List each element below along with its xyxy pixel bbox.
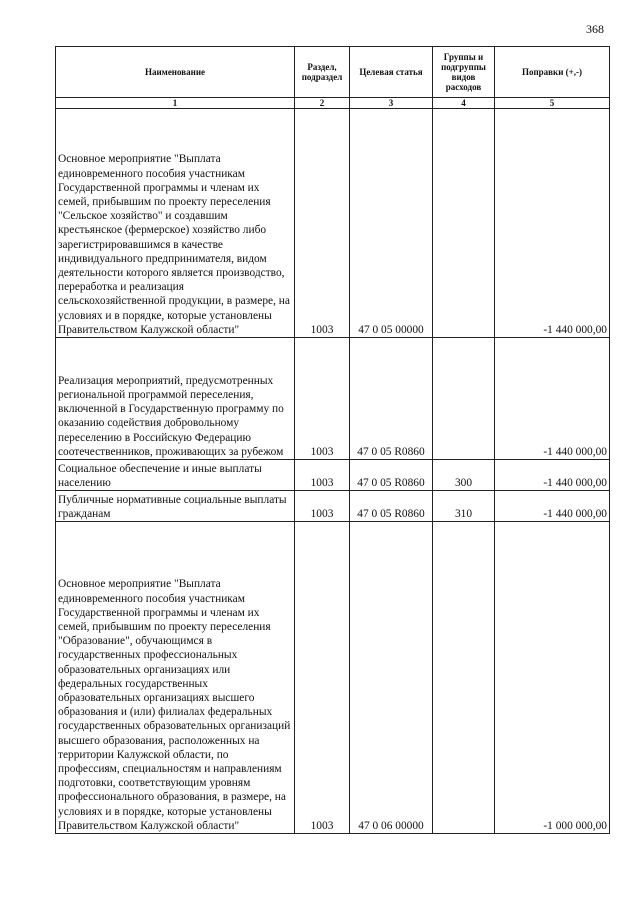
row-section: 1003 [295,460,350,491]
column-number: 3 [350,98,433,109]
row-name: Социальное обеспечение и иные выплаты населению [56,460,295,491]
header-target-article: Целевая статья [350,47,433,98]
row-target-article: 47 0 05 R0860 [350,460,433,491]
column-number-row [56,98,610,109]
row-section: 1003 [295,522,350,834]
row-section: 1003 [295,109,350,338]
row-name: Реализация мероприятий, предусмотренных региональной программой переселения, включенной в Государственную программу по оказанию содействия добровольному переселению в Российскую Федерацию соотечественников, проживающих за рубежом [56,338,295,460]
page-number: 368 [586,22,604,36]
header-amendments: Поправки (+,-) [495,47,610,98]
budget-amendments-table [55,46,610,834]
table-row [56,109,610,338]
table-row [56,338,610,460]
row-target-article: 47 0 05 R0860 [350,338,433,460]
row-expense-group: 310 [433,491,495,522]
row-amount: -1 440 000,00 [495,460,610,491]
column-number: 4 [433,98,495,109]
header-name: Наименование [56,47,295,98]
row-expense-group: 300 [433,460,495,491]
table-row [56,491,610,522]
row-target-article: 47 0 06 00000 [350,522,433,834]
column-number: 5 [495,98,610,109]
row-section: 1003 [295,338,350,460]
table-row [56,522,610,834]
column-number: 2 [295,98,350,109]
row-amount: -1 440 000,00 [495,109,610,338]
table-row [56,460,610,491]
row-amount: -1 440 000,00 [495,491,610,522]
header-expense-groups: Группы и подгруппы видов расходов [433,47,495,98]
header-section: Раздел, подраздел [295,47,350,98]
table-header-row [56,47,610,98]
row-expense-group [433,109,495,338]
row-target-article: 47 0 05 00000 [350,109,433,338]
row-name: Основное мероприятие "Выплата единовременного пособия участникам Государственной программы и членам их семей, прибывшим по проекту переселения "Сельское хозяйство" и создавшим крестьянское (фермерское) хозяйство либо зарегистрировавшимся в качестве индивидуального предпринимателя, видом деятельности которого является производство, переработка и реализация сельскохозяйственной продукции, в размере, на условиях и в порядке, которые установлены Правительством Калужской области" [56,109,295,338]
row-name: Публичные нормативные социальные выплаты гражданам [56,491,295,522]
column-number: 1 [56,98,295,109]
row-target-article: 47 0 05 R0860 [350,491,433,522]
row-name: Основное мероприятие "Выплата единовременного пособия участникам Государственной программы и членам их семей, прибывшим по проекту переселения "Образование", обучающимся в государственных профессиональных образовательных организациях или федеральных государственных образовательных организациях высшего образования и (или) филиалах федеральных государственных образовательных организаций высшего образования, расположенных на территории Калужской области, по профессиям, специальностям и направлениям подготовки, соответствующим уровням профессионального образования, в размере, на условиях и в порядке, которые установлены Правительством Калужской области" [56,522,295,834]
row-amount: -1 000 000,00 [495,522,610,834]
row-expense-group [433,338,495,460]
row-amount: -1 440 000,00 [495,338,610,460]
row-section: 1003 [295,491,350,522]
row-expense-group [433,522,495,834]
